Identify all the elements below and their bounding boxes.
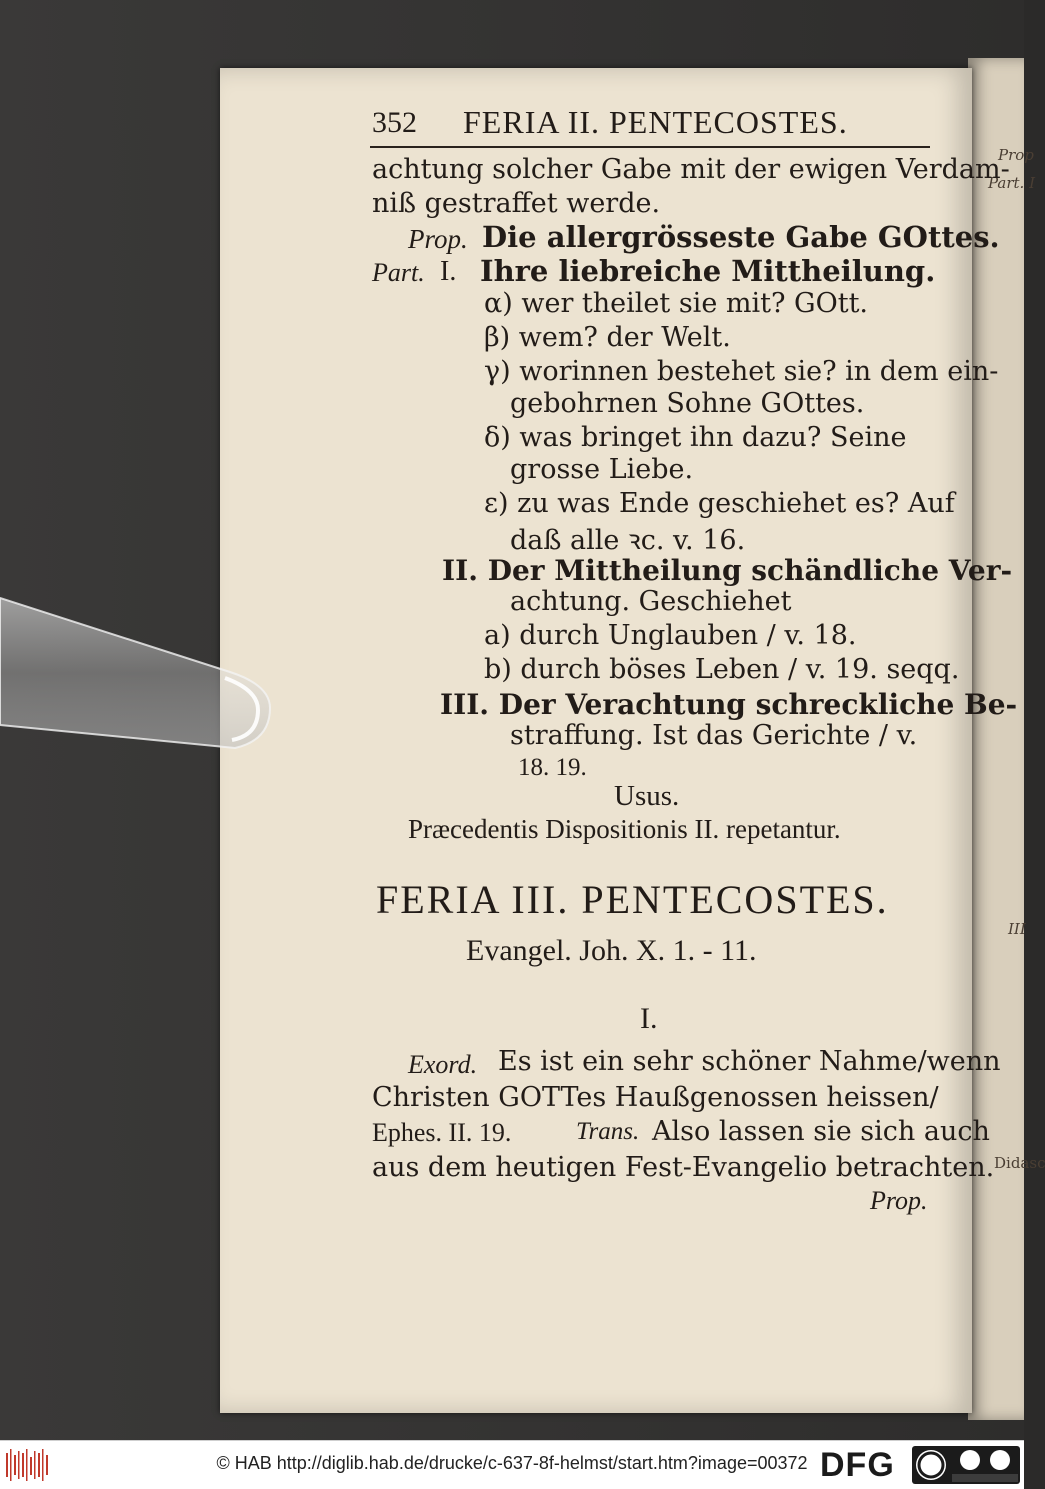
cc-by-sa-icon xyxy=(912,1446,1020,1484)
part-numeral: I. xyxy=(640,1002,658,1035)
proposition: Die allergrösseste Gabe GOttes. xyxy=(482,220,1000,254)
usus-heading: Usus. xyxy=(614,780,680,812)
exord-label: Exord. xyxy=(408,1050,478,1079)
text-line: Præcedentis Dispositionis II. repetantur. xyxy=(408,814,841,844)
text-line: b) durch böses Leben / v. 19. seqq. xyxy=(484,654,960,685)
part-label: Part. xyxy=(372,258,425,287)
text-line: aus dem heutigen Fest-Evangelio betrachten. xyxy=(372,1152,995,1183)
text-line: β) wem? der Welt. xyxy=(484,322,731,353)
text-line: Ephes. II. 19. xyxy=(372,1118,512,1147)
section-iii: III. Der Verachtung schreckliche Be- xyxy=(440,688,1018,721)
text-line: niß gestraffet werde. xyxy=(372,188,661,219)
text-line: Also lassen sie sich auch xyxy=(652,1116,990,1147)
section-heading: FERIA III. PENTECOSTES. xyxy=(376,877,889,922)
book-page xyxy=(220,68,1018,1413)
next-page-fragment: III xyxy=(1008,920,1026,938)
text-line: gebohrnen Sohne GOttes. xyxy=(510,388,865,419)
text-line: Es ist ein sehr schöner Nahme/wenn xyxy=(498,1046,1001,1077)
trans-label: Trans. xyxy=(576,1118,640,1145)
page-holder-clip xyxy=(0,590,275,760)
text-line: achtung. Geschiehet xyxy=(510,586,792,617)
part-title: Ihre liebreiche Mittheilung. xyxy=(480,254,936,288)
next-page-fragment: Prop xyxy=(998,146,1034,164)
text-line: daß alle ꝛc. v. 16. xyxy=(510,525,746,556)
footer-bar xyxy=(0,1440,1024,1489)
section-ii: II. Der Mittheilung schändliche Ver- xyxy=(442,554,1013,587)
dfg-logo: DFG xyxy=(820,1446,895,1484)
next-page-fragment: Part. I xyxy=(988,174,1036,192)
next-page-fragment: Didasc xyxy=(994,1154,1045,1172)
running-head: FERIA II. PENTECOSTES. xyxy=(463,104,848,140)
text-line: 18. 19. xyxy=(518,754,587,781)
text-line: δ) was bringet ihn dazu? Seine xyxy=(484,422,907,453)
text-line: a) durch Unglauben / v. 18. xyxy=(484,620,857,651)
text-line: achtung solcher Gabe mit der ewigen Verdam- xyxy=(372,154,1010,185)
copyright-link[interactable]: © HAB http://diglib.hab.de/drucke/c-637-8f-helmst/start.htm?image=00372 xyxy=(216,1453,808,1473)
gospel-reference: Evangel. Joh. X. 1. - 11. xyxy=(466,934,757,967)
next-page-edge xyxy=(968,58,1045,1420)
prop-label: Prop. xyxy=(408,224,468,254)
text-line: α) wer theilet sie mit? GOtt. xyxy=(484,288,869,319)
text-line: Christen GOTTes Haußgenossen heissen/ xyxy=(372,1082,939,1113)
text-line: straffung. Ist das Gerichte / v. xyxy=(510,720,918,751)
part-number: I. xyxy=(440,256,457,287)
page-number: 352 xyxy=(372,106,417,139)
text-line: ε) zu was Ende geschiehet es? Auf xyxy=(484,488,955,519)
text-line: γ) worinnen bestehet sie? in dem ein- xyxy=(484,356,999,387)
text-line: grosse Liebe. xyxy=(510,454,694,485)
header-rule xyxy=(370,146,930,148)
catchword: Prop. xyxy=(870,1186,928,1215)
